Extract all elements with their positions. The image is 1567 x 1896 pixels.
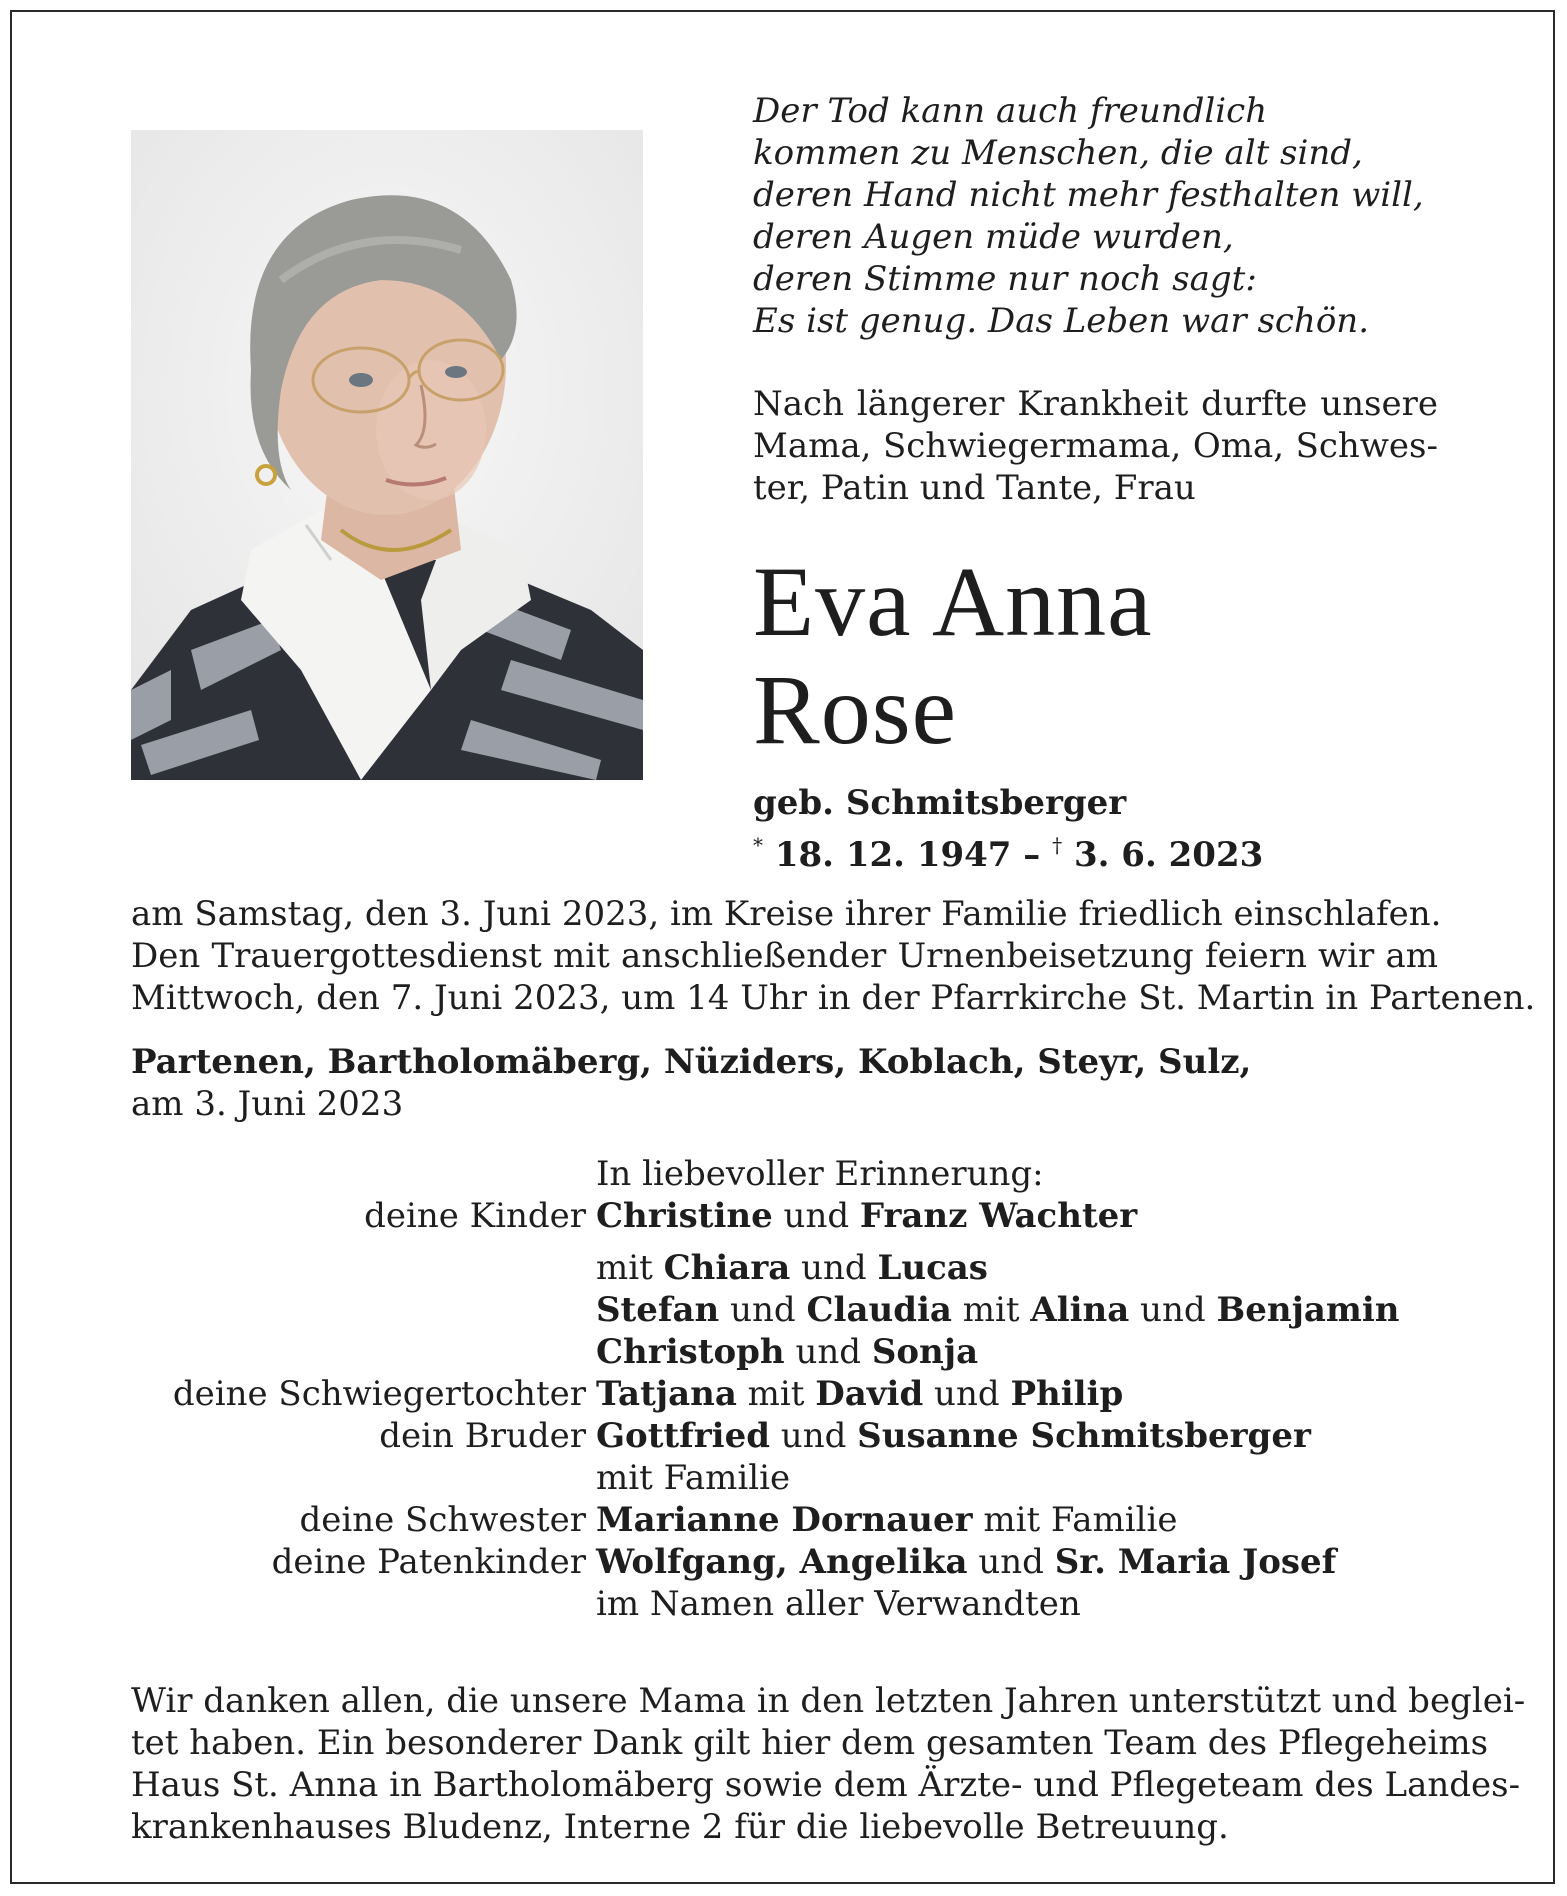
thanks-line: krankenhauses Bludenz, Interne 2 für die liebevolle Betreuung.	[131, 1807, 1229, 1847]
intro-line: Mama, Schwiegermama, Oma, Schwes-	[753, 426, 1438, 466]
relation-label	[131, 1331, 596, 1373]
date-line: am 3. Juni 2023	[131, 1084, 404, 1124]
mourner-names	[596, 1195, 1137, 1237]
relation-label	[131, 1583, 596, 1625]
mourners-list	[131, 1153, 1531, 1625]
mourner-row	[131, 1195, 1531, 1237]
service-line: am Samstag, den 3. Juni 2023, im Kreise ihrer Familie friedlich einschlafen.	[131, 894, 1442, 934]
connector-text: und	[923, 1374, 1011, 1414]
mourner-name: Christine	[596, 1196, 773, 1236]
mourner-name: Gottfried	[596, 1416, 770, 1456]
cross-symbol: †	[1052, 833, 1063, 857]
relation-label: dein Bruder	[379, 1416, 586, 1456]
relation-label: deine Schwiegertochter	[172, 1374, 586, 1414]
mourner-name: Susanne Schmitsberger	[857, 1416, 1311, 1456]
relation-label	[131, 1289, 596, 1331]
intro-text	[753, 383, 1438, 509]
thanks-line: Haus St. Anna in Bartholomäberg sowie dem Ärzte- und Pflegeteam des Landes-	[131, 1765, 1521, 1805]
portrait-photo	[131, 130, 643, 780]
connector-text: mit Familie	[596, 1458, 791, 1498]
mourner-name: Franz Wachter	[859, 1196, 1138, 1236]
connector-text: im Namen aller Verwandten	[596, 1584, 1081, 1624]
connector-text: und	[967, 1542, 1055, 1582]
mourner-names	[596, 1541, 1336, 1583]
connector-text: und	[769, 1416, 858, 1456]
mourner-names	[596, 1289, 1400, 1331]
mourner-row	[131, 1331, 1531, 1373]
poem-line: deren Augen müde wurden,	[753, 217, 1234, 257]
mourner-name: Alina	[1030, 1290, 1130, 1330]
birth-date: 18. 12. 1947 –	[774, 835, 1053, 875]
connector-text: und	[784, 1332, 872, 1372]
relation-label: deine Schwester	[299, 1500, 586, 1540]
memorial-heading: In liebevoller Erinnerung:	[596, 1154, 1044, 1194]
service-line: Den Trauergottesdienst mit anschließender Urnenbeisetzung feiern wir am	[131, 936, 1438, 976]
service-line: Mittwoch, den 7. Juni 2023, um 14 Uhr in der Pfarrkirche St. Martin in Partenen.	[131, 978, 1536, 1018]
mourner-names	[596, 1247, 988, 1289]
mourner-row	[131, 1583, 1531, 1625]
mourner-name: Sonja	[871, 1332, 979, 1372]
birth-info	[753, 782, 1263, 876]
mourner-name: Claudia	[806, 1290, 952, 1330]
poem-line: Es ist genug. Das Leben war schön.	[753, 301, 1370, 341]
mourner-name: Lucas	[877, 1248, 988, 1288]
connector-text: und	[1129, 1290, 1217, 1330]
connector-text: und	[772, 1196, 860, 1236]
mourner-row	[131, 1541, 1531, 1583]
last-name: Rose	[753, 654, 957, 765]
connector-text: und	[790, 1248, 878, 1288]
thanks-line: tet haben. Ein besonderer Dank gilt hier dem gesamten Team des Pflegeheims	[131, 1723, 1489, 1763]
mourner-row	[131, 1499, 1531, 1541]
poem-line: kommen zu Menschen, die alt sind,	[753, 133, 1363, 173]
intro-line: Nach längerer Krankheit durfte unsere	[753, 384, 1438, 424]
relation-label: deine Patenkinder	[271, 1542, 586, 1582]
mourner-row	[131, 1289, 1531, 1331]
service-text	[131, 893, 1536, 1019]
relation-label	[131, 1247, 596, 1289]
mourner-rows	[131, 1195, 1531, 1625]
mourner-name: Christoph	[596, 1332, 785, 1372]
place-date	[131, 1041, 1251, 1125]
mourner-name: Wolfgang, Angelika	[596, 1542, 968, 1582]
death-date: 3. 6. 2023	[1073, 835, 1264, 875]
mourner-name: Chiara	[663, 1248, 791, 1288]
mourner-names	[596, 1457, 790, 1499]
locations: Partenen, Bartholomäberg, Nüziders, Koblach, Steyr, Sulz,	[131, 1042, 1252, 1082]
connector-text: und	[719, 1290, 807, 1330]
mourner-row	[131, 1415, 1531, 1457]
first-names: Eva Anna	[753, 546, 1153, 657]
mourner-name: Benjamin	[1216, 1290, 1400, 1330]
relation-label: deine Kinder	[364, 1196, 586, 1236]
poem	[753, 90, 1473, 342]
poem-line: Der Tod kann auch freundlich	[753, 91, 1268, 131]
mourner-row	[131, 1457, 1531, 1499]
star-symbol: *	[753, 833, 763, 857]
mourner-names	[596, 1331, 978, 1373]
thanks-text	[131, 1680, 1526, 1848]
connector-text: mit Familie	[972, 1500, 1178, 1540]
mourner-name: Marianne Dornauer	[596, 1500, 973, 1540]
connector-text: mit	[596, 1248, 664, 1288]
poem-line: deren Hand nicht mehr festhalten will,	[753, 175, 1424, 215]
mourner-row	[131, 1373, 1531, 1415]
relation-label	[131, 1457, 596, 1499]
portrait-illustration	[131, 130, 643, 780]
birth-name: geb. Schmitsberger	[753, 783, 1127, 823]
mourner-name: David	[815, 1374, 924, 1414]
mourner-row	[131, 1247, 1531, 1289]
mourner-names	[596, 1415, 1311, 1457]
mourner-name: Tatjana	[596, 1374, 737, 1414]
mourner-name: Sr. Maria Josef	[1054, 1542, 1337, 1582]
connector-text: mit	[951, 1290, 1031, 1330]
thanks-line: Wir danken allen, die unsere Mama in den letzten Jahren unterstützt und beglei-	[131, 1681, 1526, 1721]
mourner-name: Philip	[1010, 1374, 1124, 1414]
life-dates	[753, 824, 1263, 876]
mourner-names	[596, 1499, 1177, 1541]
poem-line: deren Stimme nur noch sagt:	[753, 259, 1257, 299]
mourner-names	[596, 1583, 1081, 1625]
intro-line: ter, Patin und Tante, Frau	[753, 468, 1196, 508]
mourner-name: Stefan	[596, 1290, 720, 1330]
connector-text: mit	[736, 1374, 816, 1414]
mourner-names	[596, 1373, 1123, 1415]
memorial-heading-row	[131, 1153, 1531, 1195]
deceased-name	[753, 548, 1153, 764]
